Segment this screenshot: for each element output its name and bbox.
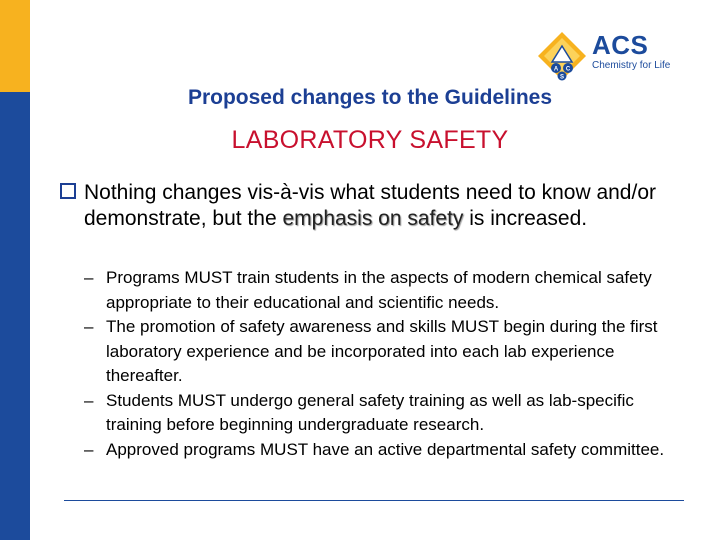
svg-text:S: S [559,74,565,81]
svg-text:A: A [553,66,559,73]
list-item: – Approved programs MUST have an active departmental safety committee. [84,438,694,463]
bullet-text-after: is increased. [463,207,588,230]
list-item: – Programs MUST train students in the aspects of modern chemical safety appropriate to their educational and scientific needs. [84,268,652,312]
list-item: – Students MUST undergo general safety training as well as lab-specific training before beginning undergraduate research. [84,390,634,434]
dash-bullet-icon: – [84,390,94,410]
dash-bullet-icon: – [84,317,94,336]
svg-text:C: C [565,66,571,73]
left-accent-bar-yellow [0,0,30,92]
acs-logo [534,30,694,82]
bullet-emphasis: emphasis on safety [282,207,464,230]
acs-seal-icon [534,30,590,82]
left-accent-bar-blue [0,92,30,540]
list-item: – The promotion of safety awareness and skills MUST begin during the first laboratory experience and be incorporated into each lab experience thereafter. [84,317,658,385]
main-bullet [60,180,700,232]
sub-bullet-list [84,266,694,462]
logo-wordmark: ACS [592,30,649,60]
slide-title: Proposed changes to the Guidelines [187,86,553,109]
footer-divider [64,500,684,501]
checkbox-bullet-icon [60,183,76,199]
bullet-text-before: Nothing changes vis-à-vis what students need to know and/or demonstrate, but the [84,181,656,230]
logo-tagline: Chemistry for Life [592,60,671,71]
dash-bullet-icon: – [84,439,94,459]
slide-subtitle: LABORATORY SAFETY [231,126,509,154]
dash-bullet-icon: – [84,268,94,287]
